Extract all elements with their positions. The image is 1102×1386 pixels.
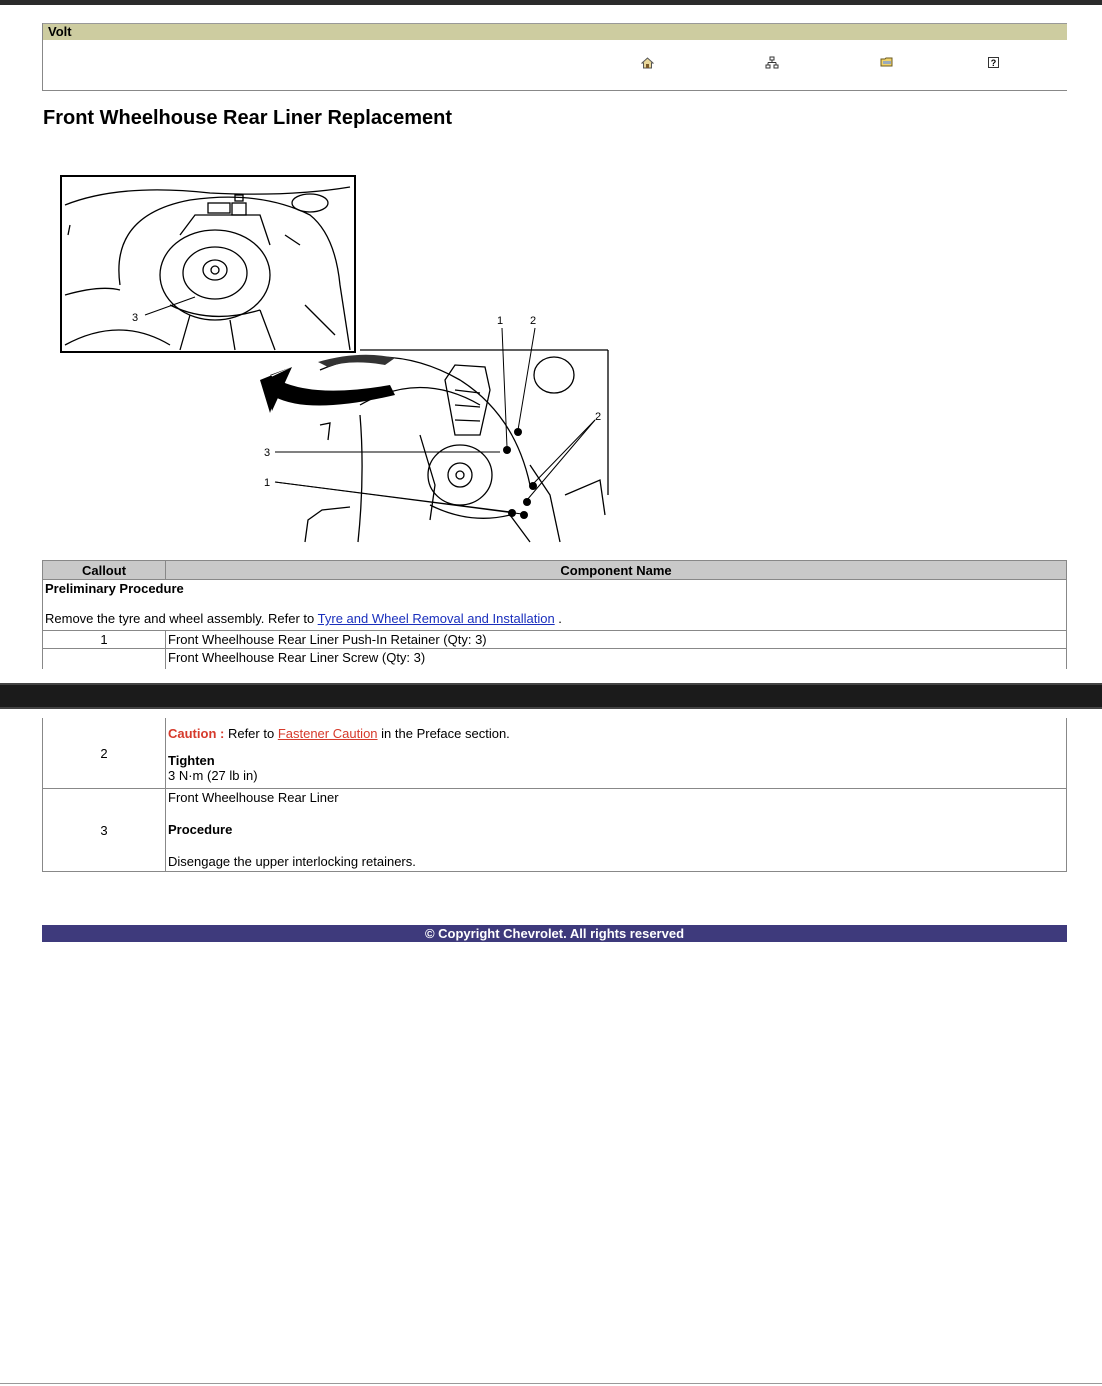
folder-icon[interactable] xyxy=(880,56,894,70)
tighten-value: 3 N·m (27 lb in) xyxy=(168,768,258,783)
top-border xyxy=(0,0,1102,5)
table-row xyxy=(43,649,1067,670)
preliminary-text-before: Remove the tyre and wheel assembly. Refer to xyxy=(45,611,318,626)
component-table-continued xyxy=(42,718,1067,872)
component-cell: Front Wheelhouse Rear Liner Push-In Retainer (Qty: 3) xyxy=(166,631,1067,649)
caution-label: Caution xyxy=(168,726,217,741)
caution-separator: : xyxy=(216,726,228,741)
wheelhouse-liner-illustration xyxy=(60,175,610,547)
sitemap-icon[interactable] xyxy=(765,56,779,70)
component-table xyxy=(42,560,1067,669)
fastener-caution-link[interactable]: Fastener Caution xyxy=(277,726,378,741)
preliminary-text xyxy=(45,611,1064,626)
copyright-footer: © Copyright Chevrolet. All rights reserved xyxy=(42,925,1067,942)
figure-callout-3: 3 xyxy=(264,447,271,459)
procedure-label: Procedure xyxy=(168,822,233,837)
caution-line xyxy=(168,726,1064,741)
table-row xyxy=(43,631,1067,649)
callout-cell: 2 xyxy=(43,718,166,789)
page-title: Front Wheelhouse Rear Liner Replacement xyxy=(43,107,452,129)
home-icon[interactable] xyxy=(640,56,654,70)
help-icon[interactable] xyxy=(986,56,1000,70)
component-name: Front Wheelhouse Rear Liner xyxy=(168,790,339,805)
caution-text-before: Refer to xyxy=(227,726,278,741)
preliminary-heading: Preliminary Procedure xyxy=(45,581,184,596)
figure-callout-1-left: 1 xyxy=(264,477,271,489)
tighten-label: Tighten xyxy=(168,753,215,768)
figure-callout-1-top: 1 xyxy=(497,315,504,327)
component-cell: Front Wheelhouse Rear Liner Screw (Qty: 3) xyxy=(166,649,1067,670)
column-header-component-name: Component Name xyxy=(166,561,1067,580)
svg-text:?: ? xyxy=(990,58,996,68)
preliminary-row xyxy=(43,580,1067,631)
page-break-bar xyxy=(0,683,1102,709)
table-row xyxy=(43,789,1067,872)
tyre-wheel-link[interactable]: Tyre and Wheel Removal and Installation xyxy=(317,611,555,626)
figure-callout-2-right: 2 xyxy=(595,411,602,423)
header-bar xyxy=(42,23,1067,91)
table-row xyxy=(43,718,1067,789)
caution-text-after: in the Preface section. xyxy=(377,726,510,741)
column-header-callout: Callout xyxy=(43,561,166,580)
preliminary-text-after: . xyxy=(554,611,562,626)
figure-callout-2-top: 2 xyxy=(530,315,537,327)
callout-cell xyxy=(43,649,166,670)
procedure-text: Disengage the upper interlocking retainers. xyxy=(168,854,416,869)
figure-callout-3-inset: 3 xyxy=(132,312,139,324)
header-title: Volt xyxy=(43,23,1067,40)
callout-cell: 3 xyxy=(43,789,166,872)
bottom-border xyxy=(0,1383,1102,1384)
callout-cell: 1 xyxy=(43,631,166,649)
